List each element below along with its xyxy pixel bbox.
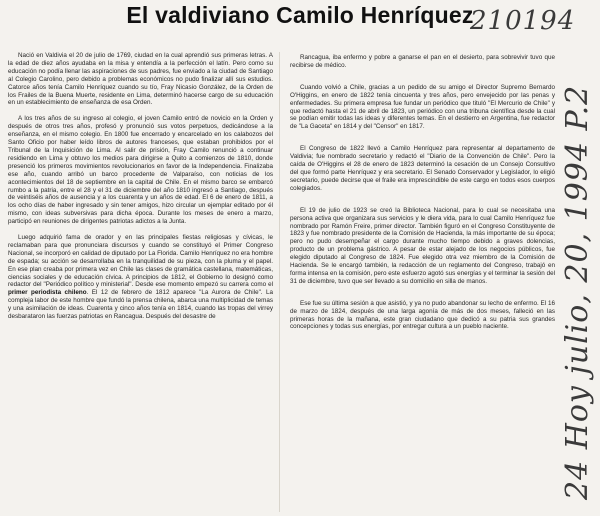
paragraph-novice: A los tres años de su ingreso al colegio, el joven Camilo entró de novicio en la Orden y después de otros tres años, profesó y pronunció sus votos perpetuos, dedicándose a la enseñanza, en el mismo colegio. En 1800 fue encerrado y encarcelado en los calabozos del Santo Oficio por haber leído libros de autores franceses, que estaban prohibidos por el Tribunal de la Inquisición de Lima. Al salir de prisión, Fray Camilo renunció a continuar residiendo en Lima y obtuvo los medios para dirigirse a Quito a comienzos de 1810, donde presenció los primeros movimientos revolucionarios en favor de la Independencia. Finalizaba ese año, cuando arribó un barco procedente de Valparaíso, con noticias de los acontecimientos del 18 de septiembre en la capital de Chile. En el mismo barco se embarcó rumbo a la patria, entre el 28 y el 31 de diciembre del año 1810 ingresó a Santiago, después de veintiséis años de ausencia y a los cuarenta y un años de edad. El 6 de enero de 1811, a los ocho días de haber ingresado y sin tener amigos, hizo circular un ejemplar editado por él mismo, con ideas subversivas para dicha época. Durante los meses de enero a marzo, participó en reuniones de dirigentes patriotas adictos a la Junta. <box>8 115 273 226</box>
handwritten-source-note: 24 Hoy julio, 20, 1994 P.2 <box>560 84 595 500</box>
paragraph-orator-end: . El 12 de febrero de 1812 aparece "La Aurora de Chile". La compleja labor de este hombre que fundó la prensa chilena, abarca una multiplicidad de temas y una asimilación de ideas. Cuarenta y cinco años tenía en 1814, cuando las tropas del virrey desbarataron las fuerzas patriotas en Rancagua. Después del desastre de <box>8 289 273 321</box>
left-column <box>8 52 273 329</box>
paragraph-orator <box>8 234 273 321</box>
column-divider <box>279 52 280 512</box>
right-column <box>290 54 555 339</box>
highlight-first-journalist: primer periodista chileno <box>8 289 87 297</box>
article-title: El valdiviano Camilo Henríquez <box>126 2 474 28</box>
paragraph-return: Cuando volvió a Chile, gracias a un pedido de su amigo el Director Supremo Bernardo O'Higgins, en enero de 1822 tenía cincuenta y tres años, pero envejecido por las penas y enfermedades. Su primera empresa fue fundar un periódico que tituló "El Mercurio de Chile" y que redactó hasta el 21 de abril de 1823, un periódico con una tribuna científica desde la cual se podían emitir todas las ideas y diferentes temas. En el destierro en Argentina, fue redactor de "La Gaceta" en 1814 y del "Censor" en 1817. <box>290 83 555 131</box>
paragraph-orator-start: Luego adquirió fama de orador y en las principales fiestas religiosas y cívicas, le reclamaban para que pronunciara discursos y cuando se constituyó el Primer Congreso Nacional, se incorporó en calidad de diputado por La Florida. Camilo Henríquez no era hombre de espada; su acción se desarrollaba en la tranquilidad de su pieza, con la pluma y el papel. En ese plan creaba por primera vez en Chile las clases de gramática castellana, matemáticas, ciencias sociales y de educación cívica. A principios de 1812, el Gobierno lo designó como redactor del "Periódico político y ministerial". Desde ese momento empezó su carrera como el <box>8 234 273 289</box>
paragraph-death: Ese fue su última sesión a que asistió, y ya no pudo abandonar su lecho de enfermo. El 16 de marzo de 1824, después de una larga agonía de más de dos meses, falleció en las primeras horas de la mañana, este gran ciudadano que dedicó a su patria sus grandes concepciones y todas sus energías, por entregar cultura a un pueblo naciente. <box>290 299 555 331</box>
paragraph-birth: Nació en Valdivia el 20 de julio de 1769, ciudad en la cual aprendió sus primeras letras. A la edad de diez años ayudaba en la misa y entendía a la perfección el latín. Pero como su educación no podía llenar las aspiraciones de sus padres, fue enviado a la ciudad de Santiago al Colegio Carolino, pero debido a problemas económicos no pudo finalizar allí sus estudios. Catorce años tenía Camilo Henríquez cuando su tío, Fray Nicasio González, de la Orden de los Frailes de la Buena Muerte, residente en Lima, determinó hacerse cargo de su educación en un establecimiento de enseñanza de esa Orden. <box>8 52 273 107</box>
paragraph-congress: El Congreso de 1822 llevó a Camilo Henríquez para representar al departamento de Valdivia; fue nombrado secretario y redactó el "Diario de la Convención de Chile". Pero la caída de O'Higgins el 28 de enero de 1823 determinó la cesación de un Consejo Consultivo del que formó parte Henríquez y era secretario. El Senado Conservador y Legislador, lo eligió secretario, puede decirse que el fraile era imprescindible de este cargo en todos esos cuerpos colegiados. <box>290 145 555 192</box>
handwritten-archive-number: 210194 <box>470 6 576 36</box>
paragraph-rancagua: Rancagua, iba enfermo y pobre a ganarse el pan en el desierto, para sobrevivir tuvo que recibirse de médico. <box>290 54 555 69</box>
paragraph-library: El 19 de julio de 1923 se creó la Biblioteca Nacional, para lo cual se necesitaba una persona activa que organizara sus servicios y le diera vida, para lo cual Camilo Henríquez fue nombrado por Ramón Freire, primer director. También figuró en el Congreso Constituyente de 1823 y fue nombrado presidente de la Comisión de Hacienda, la más importante de su época; pero no pudo desempeñar el cargo durante mucho tiempo debido a graves dolencias, producto de un problema gástrico. A pesar de estar alejado de los negocios públicos, fue elegido diputado al Congreso de 1824. Fue elegido otra vez miembro de la Comisión de Hacienda. Se le encargó también, la redacción de un reglamento del Congreso, trabajó en forma intensa en la comisión, pero este esfuerzo agotó sus energías y el terminar la sesión del 31 de diciembre, tuvo que ser llevado a su domicilio en silla de manos. <box>290 206 555 285</box>
